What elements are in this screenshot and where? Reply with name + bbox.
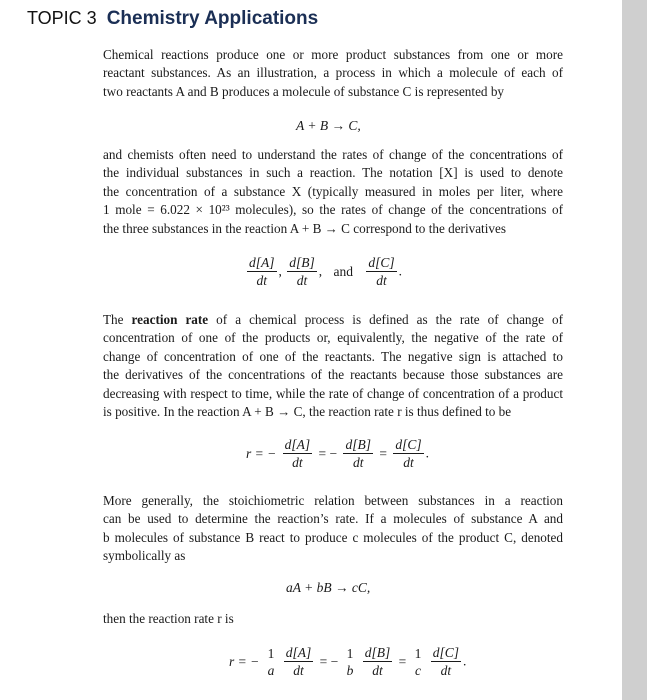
fraction-dA-dt [247, 254, 277, 289]
text-line: the individual substances in such a reaction. The notation [X] is used to denote [103, 165, 563, 181]
fraction-denominator: b [346, 662, 354, 678]
fraction-dC-dt [366, 254, 396, 289]
paragraph-notation [103, 146, 563, 238]
text-line: decreasing with respect to time, while the rate of change of concentration of a product [103, 385, 563, 401]
topic-label: TOPIC 3 [27, 8, 97, 28]
fraction-numerator: 1 [346, 645, 354, 661]
fraction-numerator: 1 [414, 645, 422, 661]
fraction-numerator: d[B] [345, 437, 371, 452]
rate-lhs: r = − [246, 445, 277, 461]
equation-general-rate [228, 644, 466, 679]
fraction-denominator: dt [296, 273, 308, 288]
fraction-dB-dt [343, 436, 373, 471]
right-margin-bar [622, 0, 647, 700]
text-line: is positive. In the reaction A + B → C, the reaction rate r is thus defined to be [103, 404, 512, 420]
text-line: then the reaction rate r is [103, 611, 234, 626]
equals-minus: = − [318, 445, 338, 461]
equation-rate-definition [245, 436, 429, 471]
period: . [398, 263, 403, 279]
fraction-dB-dt [287, 254, 317, 289]
text-fragment: The [103, 312, 132, 327]
text-line: and chemists often need to understand the rates of change of the concentrations of [103, 147, 563, 162]
coefficient-1-over-a [266, 645, 277, 679]
text-line: reactant substances. As an illustration, a process in which a molecule of each of [103, 65, 563, 81]
text-line: two reactants A and B produces a molecule of substance C is represented by [103, 83, 505, 99]
fraction-dC-dt [431, 644, 461, 679]
fraction-numerator: d[A] [285, 645, 312, 660]
fraction-numerator: 1 [267, 645, 275, 661]
text-line: symbolically as [103, 548, 186, 564]
fraction-numerator: d[C] [395, 437, 422, 452]
fraction-denominator: dt [292, 455, 303, 470]
text-line: the derivatives of the concentrations of the reactants because those substances are [103, 367, 563, 383]
paragraph-then [103, 610, 563, 628]
text-line: concentration of one of the products or, equivalently, the negative of the rate of [103, 330, 563, 346]
coefficient-1-over-b [345, 645, 356, 679]
equation-reaction: A + B → C, [296, 118, 361, 133]
fraction-denominator: dt [256, 273, 268, 288]
text-line: the three substances in the reaction A + B → C correspond to the derivatives [103, 220, 506, 236]
fraction-denominator: c [415, 662, 421, 678]
fraction-numerator: d[A] [249, 255, 275, 270]
equation-derivatives [245, 254, 402, 289]
fraction-numerator: d[C] [432, 645, 460, 660]
fraction-denominator: dt [372, 663, 383, 678]
paragraph-reaction-rate [103, 311, 563, 421]
equals-minus: = − [319, 653, 339, 669]
paragraph-stoichiometric [103, 492, 563, 566]
equals: = [398, 653, 407, 669]
fraction-numerator: d[B] [289, 255, 315, 270]
fraction-dB-dt [363, 644, 393, 679]
rate-lhs: r = − [229, 653, 260, 669]
equation-general-reaction: aA + bB → cC, [286, 580, 371, 595]
paragraph-intro [103, 46, 563, 101]
period: . [425, 445, 430, 461]
term-reaction-rate: reaction rate [131, 312, 209, 327]
fraction-denominator: dt [440, 663, 452, 678]
comma: , [278, 263, 282, 279]
fraction-dC-dt [393, 436, 423, 471]
topic-title: Chemistry Applications [106, 8, 319, 29]
equals: = [379, 445, 387, 461]
topic-header [27, 8, 318, 30]
text-line: More generally, the stoichiometric relation between substances in a reaction [103, 493, 563, 508]
text-line: b molecules of substance B react to produce c molecules of the product C, denoted [103, 529, 563, 545]
text-line: change of concentration of one of the reactants. The negative sign is attached to [103, 348, 563, 364]
coefficient-1-over-c [413, 645, 424, 679]
comma: , [318, 263, 323, 279]
text-line: 1 mole = 6.022 × 10²³ molecules), so the rates of change of the concentrations of [103, 202, 563, 218]
fraction-dA-dt [283, 436, 313, 471]
fraction-numerator: d[C] [368, 255, 395, 270]
text-line [103, 311, 563, 329]
text-fragment: of a chemical process is defined as the rate of change of [208, 312, 563, 327]
text-line: Chemical reactions produce one or more product substances from one or more [103, 47, 563, 62]
fraction-denominator: dt [376, 273, 387, 288]
fraction-denominator: dt [403, 455, 414, 470]
fraction-dA-dt [284, 644, 314, 679]
fraction-denominator: a [267, 662, 275, 678]
fraction-numerator: d[A] [284, 437, 311, 452]
text-line: the concentration of a substance X (typically measured in moles per liter, where [103, 183, 563, 199]
fraction-numerator: d[B] [364, 645, 391, 660]
period: . [463, 653, 467, 669]
text-line: can be used to determine the reaction’s rate. If a molecules of substance A and [103, 511, 563, 527]
and-word: and [333, 263, 354, 279]
fraction-denominator: dt [352, 455, 364, 470]
fraction-denominator: dt [293, 663, 304, 678]
